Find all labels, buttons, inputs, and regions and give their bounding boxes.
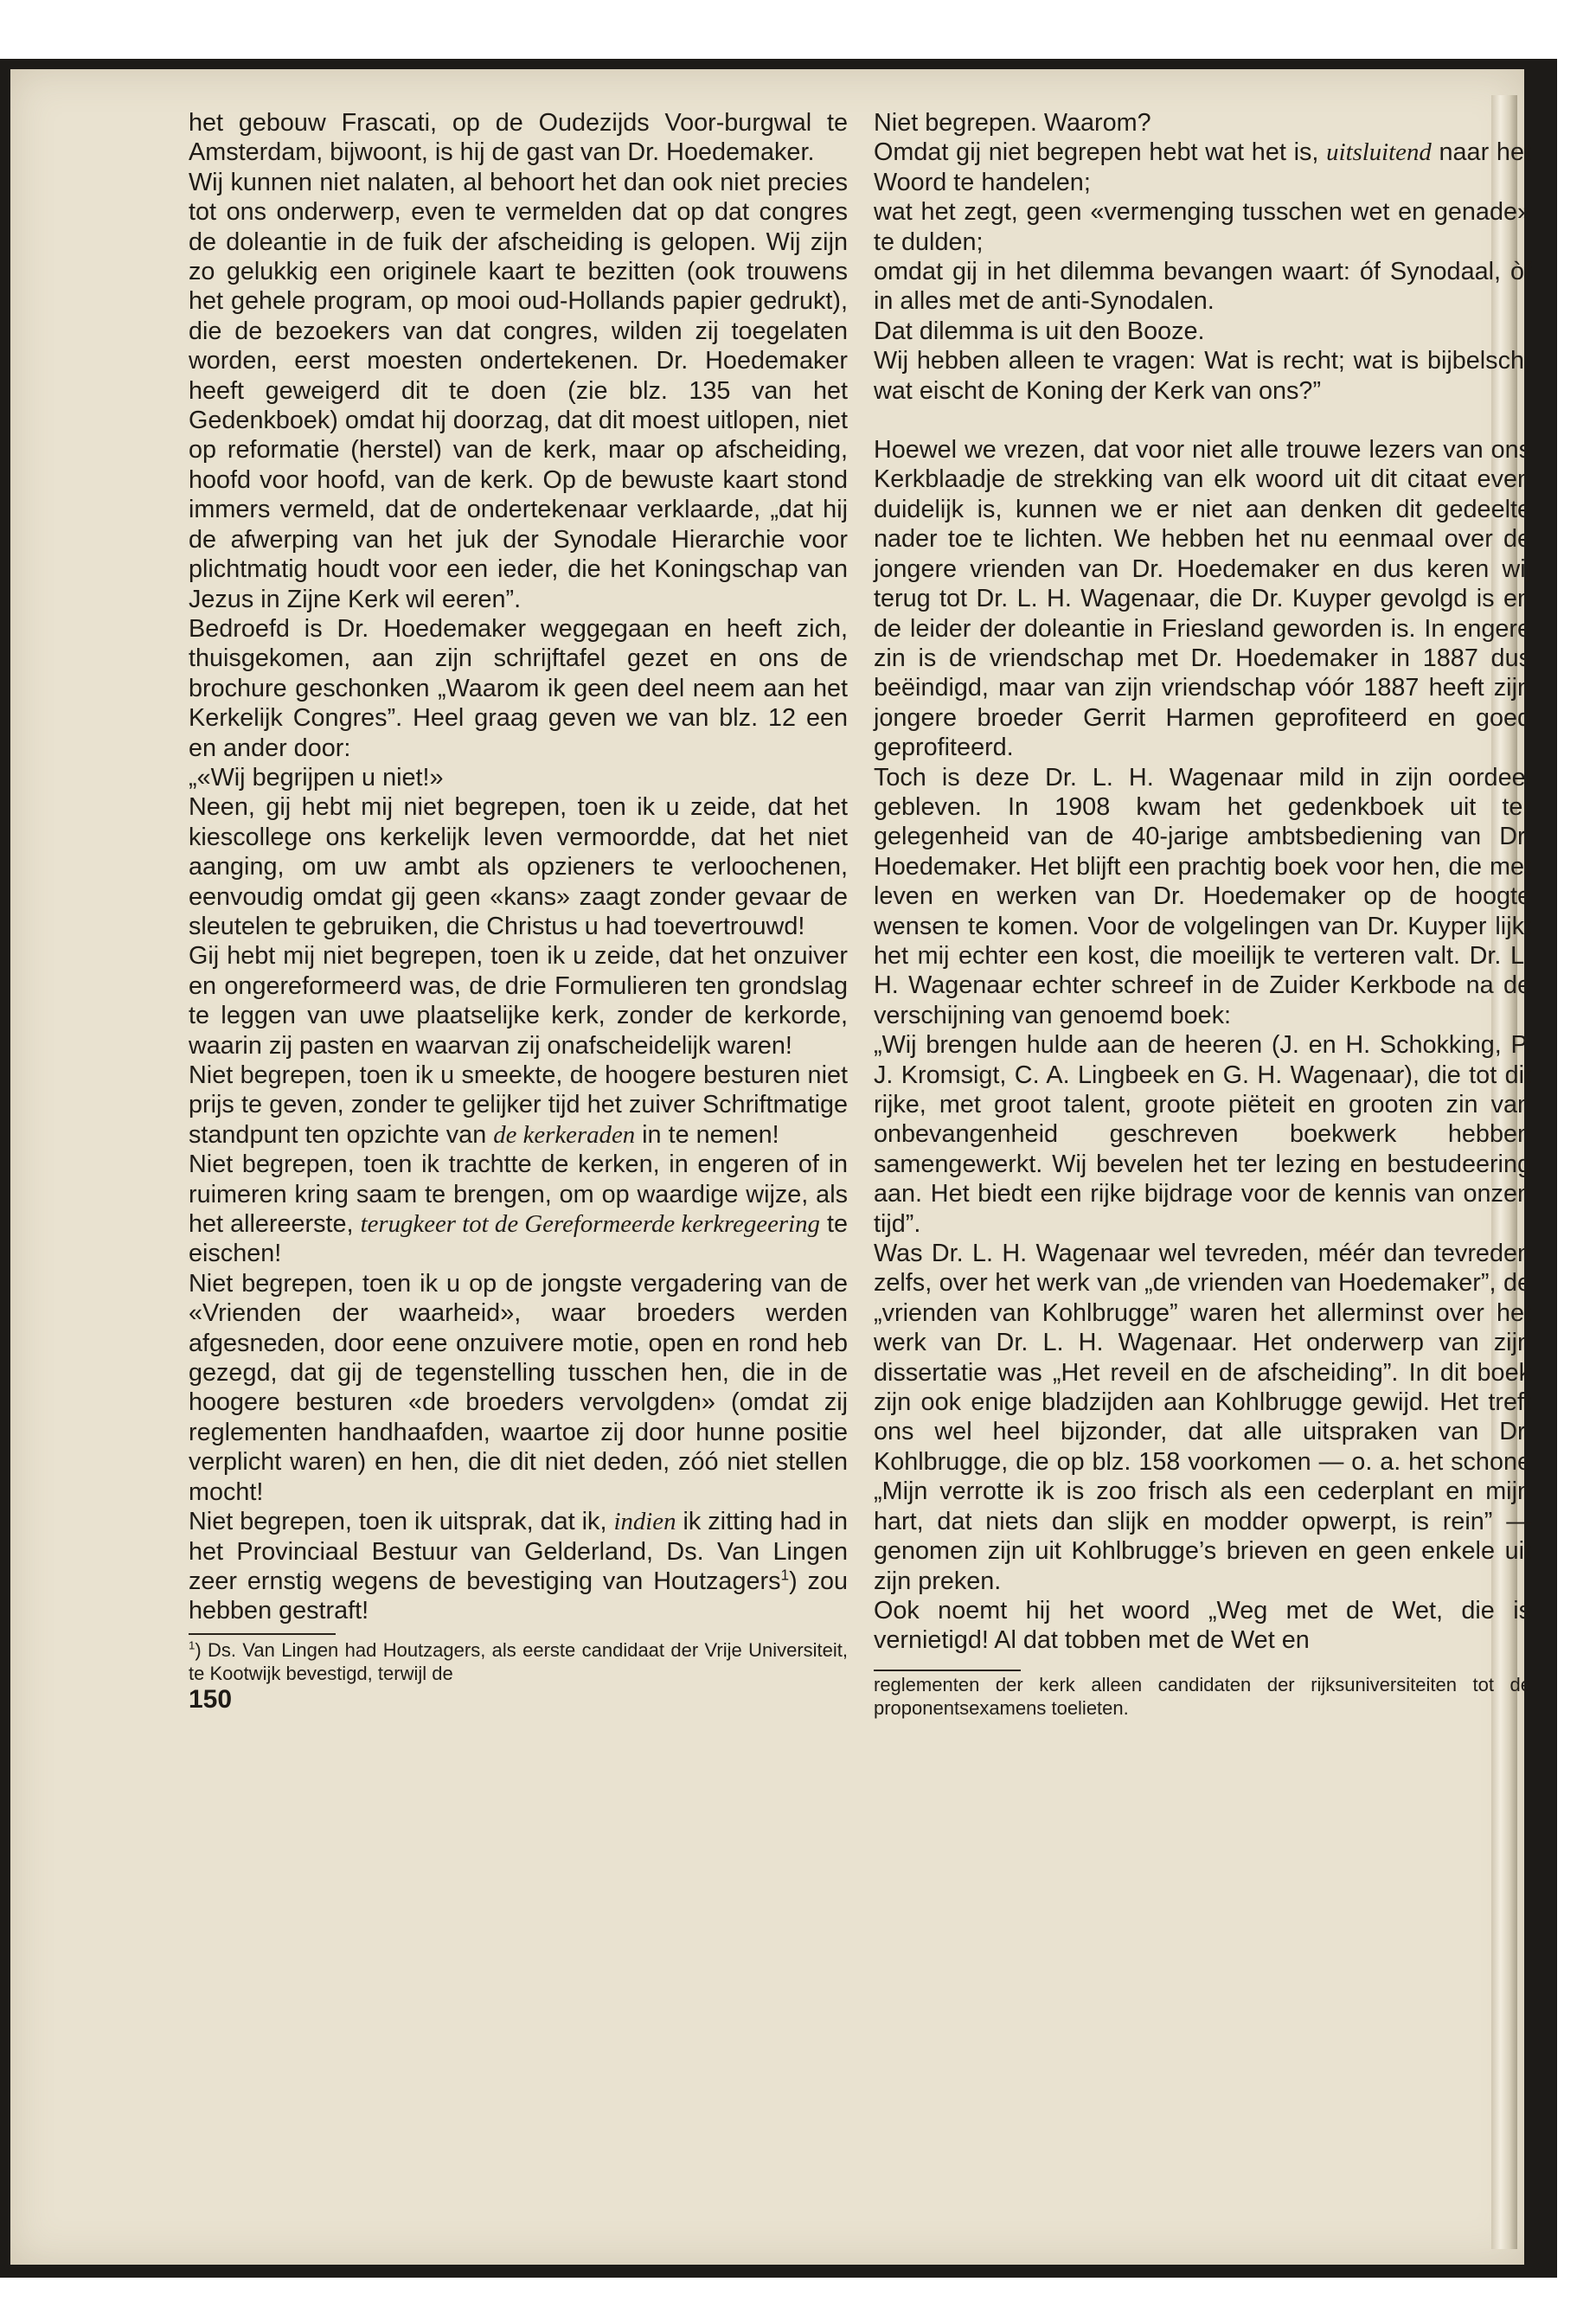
left-column — [189, 108, 848, 1715]
text-run: Niet begrepen, toen ik trachtte de kerken, in engeren of in ruimeren kring saam te brengen, om op waardige wijze, als het allereerste, — [189, 1150, 848, 1239]
paragraph: Toch is deze Dr. L. H. Wagenaar mild in zijn oordeel gebleven. In 1908 kwam het gedenkboek uit ter gelegenheid van de 40-jarige ambtsbediening van Dr. Hoedemaker. Het blijft een prachtig boek voor hen, die met leven en werken van Dr. Hoedemaker op de hoogte wensen te komen. Voor de volgelingen van Dr. Kuyper lijkt het mij echter een kost, die moeilijk te verteren valt. Dr. L. H. Wagenaar echter schreef in de Zuider Kerkbode na de verschijning van genoemd boek: — [874, 763, 1531, 1029]
italic-run: indien — [613, 1508, 676, 1536]
text-run: te eischen! — [189, 1210, 848, 1268]
paragraph: omdat gij in het dilemma bevangen waart: óf Synodaal, òf in alles met de anti-Synodalen. — [874, 258, 1531, 316]
paragraph: Ook noemt hij het woord „Weg met de Wet, die is vernietigd! Al dat tobben met de Wet en — [874, 1596, 1531, 1655]
paragraph: Bedroefd is Dr. Hoedemaker weggegaan en heeft zich, thuisgekomen, aan zijn schrijftafel gezet en ons de brochure geschonken „Waarom ik geen deel neem aan het Kerkelijk Congres”. Heel graag geven we van blz. 12 een en ander door: — [189, 614, 848, 762]
footnote — [189, 1638, 848, 1685]
italic-run: uitsluitend — [1326, 138, 1432, 167]
text-run: ik zitting had in het Provinciaal Bestuur van Gelderland, Ds. Van Lingen zeer ernstig wegens de bevestiging van Houtzagers — [189, 1508, 848, 1595]
paragraph: Wij hebben alleen te vragen: Wat is recht; wat is bijbelsch; wat eischt de Koning der Kerk van ons?” — [874, 347, 1531, 405]
text-run: in te nemen! — [642, 1120, 779, 1149]
footnote-continuation: reglementen der kerk alleen candidaten der rijksuniversiteiten tot de proponentsexamens toelieten. — [874, 1673, 1531, 1719]
footnote-text: ) Ds. Van Lingen had Houtzagers, als eerste candidaat der Vrije Universiteit, te Kootwijk bevestigd, terwijl de — [189, 1638, 848, 1684]
paragraph: het gebouw Frascati, op de Oudezijds Voor-burgwal te Amsterdam, bijwoont, is hij de gast van Dr. Hoedemaker. — [189, 109, 848, 167]
text-run: Niet begrepen, toen ik uitsprak, dat ik, — [189, 1508, 607, 1536]
paragraph: Dat dilemma is uit den Booze. — [874, 317, 1205, 345]
italic-run: de kerkeraden — [493, 1120, 636, 1149]
paragraph: Neen, gij hebt mij niet begrepen, toen ik u zeide, dat het kiescollege ons kerkelijk leven vermoordde, dat het niet aanging, om uw ambt als opzieners te verloochenen, eenvoudig omdat gij geen «kans» zaagt zonder gevaar de sleutelen te gebruiken, die Christus u had toevertrouwd! — [189, 793, 848, 940]
paragraph: Gij hebt mij niet begrepen, toen ik u zeide, dat het onzuiver en ongereformeerd was, de drie Formulieren ten grondslag te leggen van uwe plaatselijke kerk, zonder de kerkorde, waarin zij pasten en waarvan zij onafscheidelijk waren! — [189, 942, 848, 1060]
footnote-marker: 1 — [189, 1638, 195, 1652]
right-column — [874, 108, 1531, 1720]
paragraph: Niet begrepen. Waarom? — [874, 109, 1151, 137]
footnote-ref: 1 — [780, 1566, 790, 1584]
paragraph-gap — [874, 406, 1531, 435]
text-run: naar het Woord te handelen; — [874, 138, 1531, 196]
paragraph — [189, 1507, 848, 1626]
text-run: ) zou hebben gestraft! — [189, 1567, 848, 1625]
paragraph: Niet begrepen, toen ik u op de jongste vergadering van de «Vrienden der waarheid», waar broeders werden afgesneden, door eene onzuivere motie, open en rond heb gezegd, dat gij de tegenstelling tusschen hen, die in de hoogere besturen «de broeders vervolgden» (omdat zij reglementen handhaafden, waartoe zij door hunne positie verplicht waren) en hen, die dit niet deden, zóó niet stellen mocht! — [189, 1269, 848, 1506]
paragraph — [874, 138, 1531, 197]
paragraph: Hoewel we vrezen, dat voor niet alle trouwe lezers van ons Kerkblaadje de strekking van elk woord uit dit citaat even duidelijk is, kunnen we er niet aan denken dit gedeelte nader toe te lichten. We hebben het nu eenmaal over de jongere vrienden van Dr. Hoedemaker en dus keren wij terug tot Dr. L. H. Wagenaar, die Dr. Kuyper gevolgd is en de leider der doleantie in Friesland geworden is. In engere zin is de vriendschap met Dr. Hoedemaker in 1887 dus beëindigd, maar van zijn vriendschap vóór 1887 heeft zijn jongere broeder Gerrit Harmen geprofiteerd en goed geprofiteerd. — [874, 436, 1531, 762]
paragraph: wat het zegt, geen «vermenging tusschen wet en genade» te dulden; — [874, 198, 1531, 256]
footnote-rule — [874, 1670, 1021, 1671]
italic-run: terugkeer tot de Gereformeerde kerkregeering — [360, 1210, 820, 1239]
text-run: Niet begrepen, toen ik u smeekte, de hoogere besturen niet prijs te geven, zonder te gelijker tijd het zuiver Schriftmatige standpunt ten opzichte van — [189, 1061, 848, 1149]
text-run: Omdat gij niet begrepen hebt wat het is, — [874, 138, 1319, 167]
paragraph — [189, 1061, 848, 1150]
paragraph: „Wij brengen hulde aan de heeren (J. en H. Schokking, P. J. Kromsigt, C. A. Lingbeek en G. H. Wagenaar), die tot dit rijke, met groot talent, groote piëteit en grooten zin van onbevangenheid geschreven boekwerk hebben samengewerkt. Wij bevelen het ter lezing en bestudeering aan. Het biedt een rijke bijdrage voor de kennis van onzen tijd”. — [874, 1031, 1531, 1238]
page-number: 150 — [189, 1684, 233, 1714]
paragraph: Was Dr. L. H. Wagenaar wel tevreden, méér dan tevreden zelfs, over het werk van „de vrienden van Hoedemaker”, de „vrienden van Kohlbrugge” waren het allerminst over het werk van Dr. L. H. Wagenaar. Het onderwerp van zijn dissertatie was „Het reveil en de afscheiding”. In dit boek zijn ook enige bladzijden aan Kohlbrugge gewijd. Het treft ons wel heel bijzonder, dat alle uitspraken van Dr. Kohlbrugge, die op blz. 158 voorkomen — o. a. het schone „Mijn verrotte ik is zoo frisch als een cederplant en mijn hart, dat niets dan slijk en modder opwerpt, is rein” — genomen zijn uit Kohlbrugge’s brieven en geen enkele uit zijn preken. — [874, 1240, 1531, 1595]
paragraph: Wij kunnen niet nalaten, al behoort het dan ook niet precies tot ons onderwerp, even te vermelden dat op dat congres de doleantie in de fuik der afscheiding is gelopen. Wij zijn zo gelukkig een originele kaart te bezitten (ook trouwens het gehele program, op mooi oud-Hollands papier gedrukt), die de bezoekers van dat congres, wilden zij toegelaten worden, eerst moesten ondertekenen. Dr. Hoedemaker heeft geweigerd dit te doen (zie blz. 135 van het Gedenkboek) omdat hij doorzag, dat dit moest uitlopen, niet op reformatie (herstel) van de kerk, maar op afscheiding, hoofd voor hoofd, van de kerk. Op de bewuste kaart stond immers vermeld, dat de ondertekenaar verklaarde, „dat hij de afwerping van het juk der Synodale Hierarchie voor plichtmatig houdt voor een ieder, die het Koningschap van Jezus in Zijne Kerk wil eeren”. — [189, 168, 848, 613]
paragraph — [189, 1150, 848, 1269]
quote-heading: „«Wij begrijpen u niet!» — [189, 763, 444, 792]
footnote-rule — [189, 1633, 336, 1635]
